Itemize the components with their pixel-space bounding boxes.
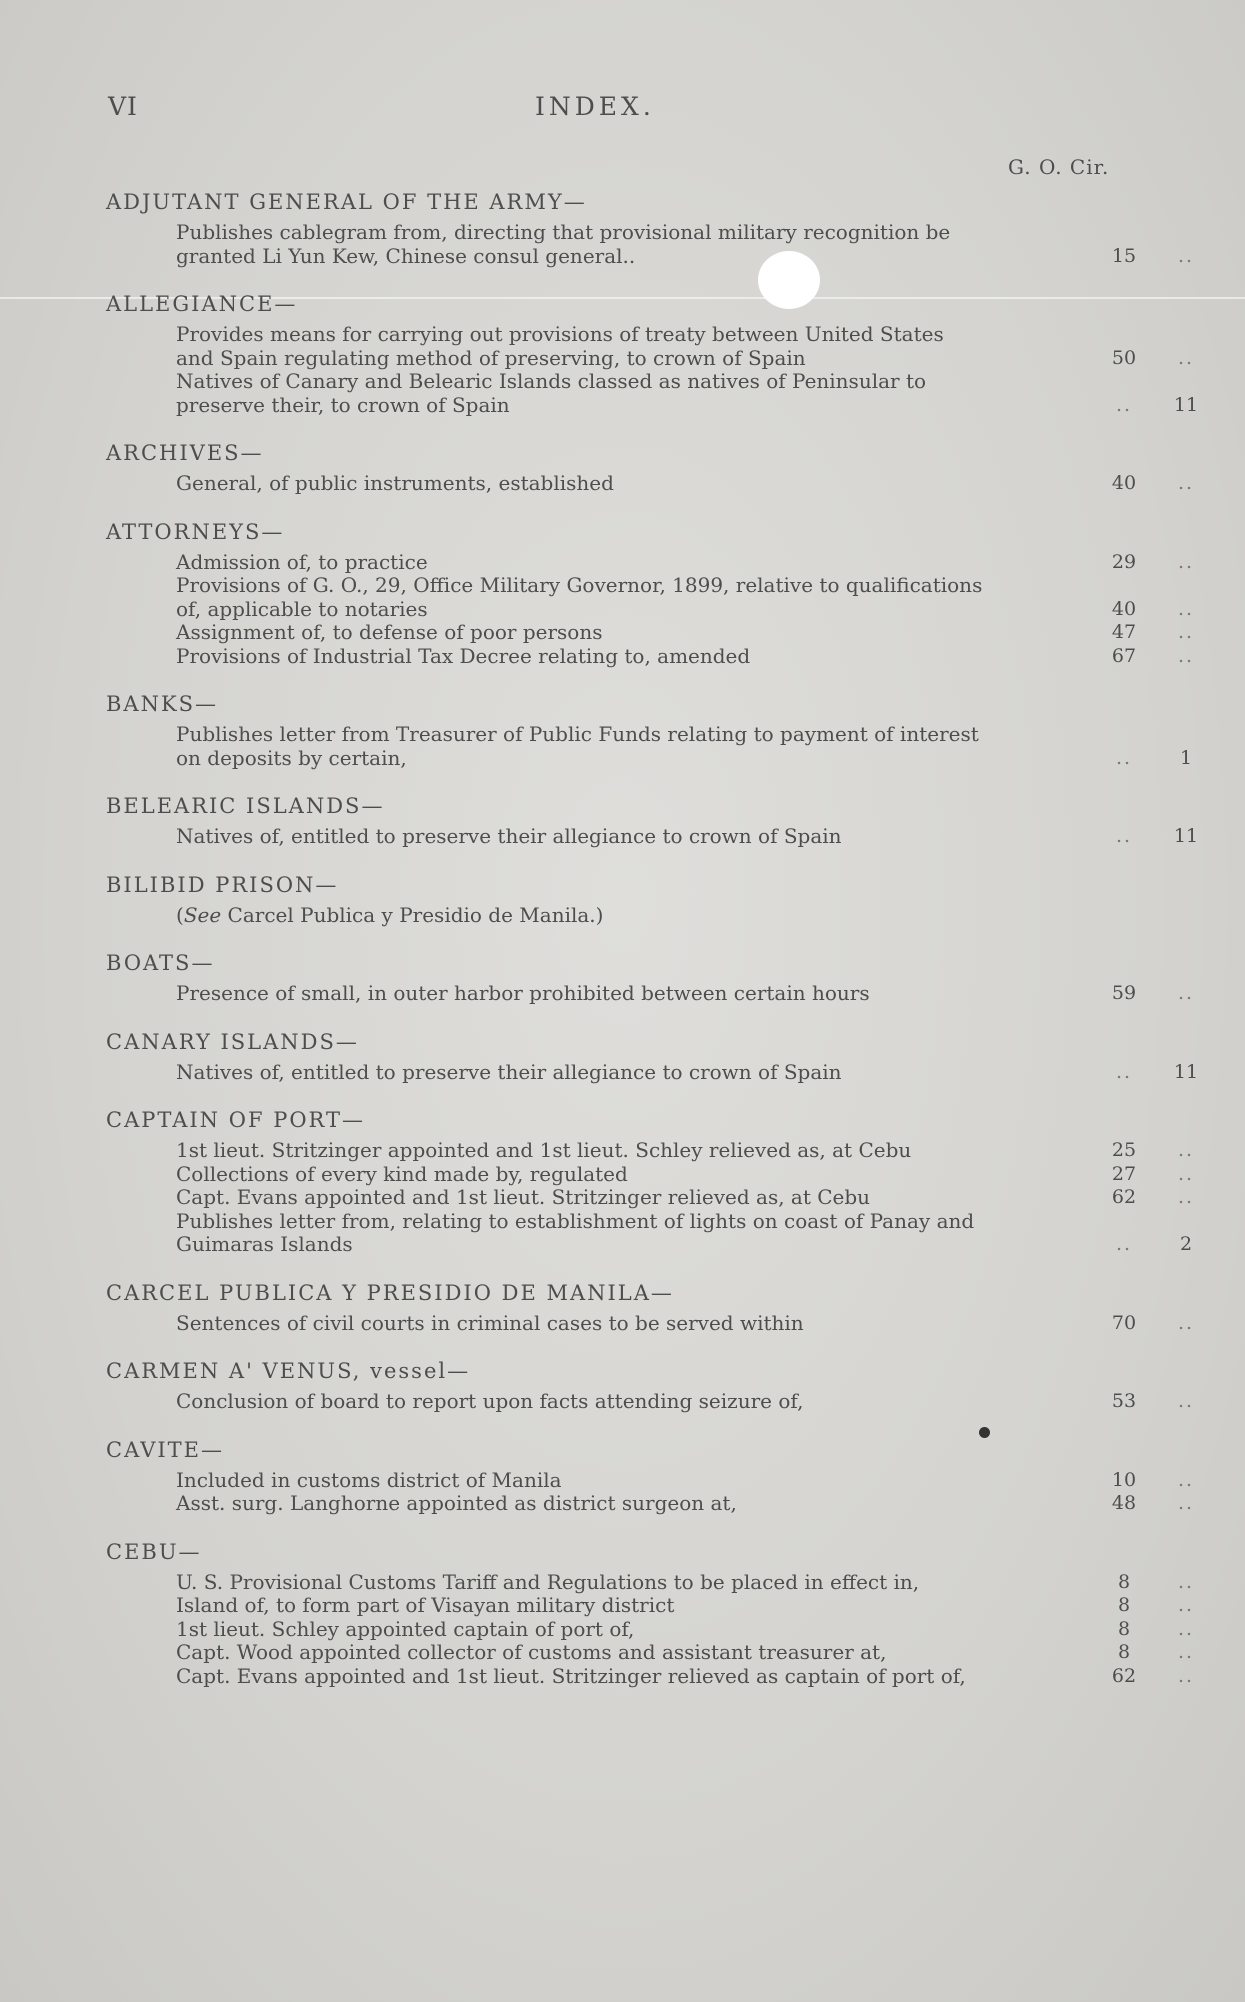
index-entry <box>176 620 1195 645</box>
circular-number: .. <box>1177 1390 1195 1412</box>
entry-text: Publishes letter from Treasurer of Public Funds relating to payment of interest on deposits by certain, <box>176 722 979 770</box>
general-order-number: 25 <box>1111 1139 1137 1161</box>
circular-number: .. <box>1177 1664 1195 1687</box>
index-section <box>106 871 1141 928</box>
entry-text: Publishes cablegram from, directing that provisional military recognition be granted Li Yun Kew, Chinese consul general.. <box>176 220 951 268</box>
page-title: INDEX. <box>535 92 655 121</box>
index-entry <box>176 1640 1195 1665</box>
entry-text: Publishes letter from, relating to establishment of lights on coast of Panay and Guimaras Islands <box>176 1208 975 1256</box>
index-entry <box>176 1593 1195 1618</box>
circular-number: .. <box>1177 1162 1195 1185</box>
entry-text: Provisions of G. O., 29, Office Military Governor, 1899, relative to qualifications of, applicable to notaries <box>176 573 983 621</box>
entry-text: 1st lieut. Stritzinger appointed and 1st lieut. Schley relieved as, at Cebu <box>176 1138 912 1162</box>
index-entry <box>176 1208 1193 1257</box>
section-heading: CARCEL PUBLICA Y PRESIDIO DE MANILA— <box>106 1280 674 1305</box>
general-order-number: 59 <box>1111 982 1137 1004</box>
entry-text: Assignment of, to defense of poor persons <box>176 620 603 644</box>
index-section <box>106 1538 1195 1689</box>
circular-number: .. <box>1177 1186 1195 1208</box>
general-order-number: .. <box>1115 393 1133 416</box>
entry-text: Island of, to form part of Visayan military district <box>176 1593 675 1617</box>
general-order-number: 8 <box>1117 1570 1131 1593</box>
index-entry <box>176 322 1195 370</box>
general-order-number: 10 <box>1111 1468 1137 1491</box>
circular-number: .. <box>1177 346 1195 369</box>
circular-number: .. <box>1177 472 1195 494</box>
circular-number: 11 <box>1173 1060 1199 1083</box>
page-header <box>0 92 1245 132</box>
entry-text: Presence of small, in outer harbor prohibited between certain hours <box>176 981 870 1005</box>
index-section <box>106 1436 1195 1516</box>
entry-text: Conclusion of board to report upon facts attending seizure of, <box>176 1389 804 1413</box>
circular-number: .. <box>1177 1492 1195 1514</box>
entry-text: Admission of, to practice <box>176 549 428 574</box>
entry-text: Natives of, entitled to preserve their allegiance to crown of Spain <box>176 1059 842 1084</box>
circular-number: .. <box>1177 1311 1195 1334</box>
index-entry <box>176 1185 1195 1210</box>
general-order-number: 27 <box>1111 1162 1137 1185</box>
entry-text: (See Carcel Publica y Presidio de Manila.) <box>176 902 604 927</box>
index-section <box>106 1279 1195 1336</box>
entry-text: Asst. surg. Langhorne appointed as district surgeon at, <box>176 1491 737 1515</box>
index-section <box>106 439 1195 496</box>
section-heading: BANKS— <box>106 692 219 716</box>
index-list <box>106 188 1199 1688</box>
index-entry <box>176 1059 1199 1085</box>
entry-text: Included in customs district of Manila <box>176 1467 562 1492</box>
circular-number: .. <box>1177 621 1195 643</box>
general-order-number: 40 <box>1111 472 1137 494</box>
index-entry <box>176 1389 1195 1414</box>
circular-number: .. <box>1177 1641 1195 1663</box>
index-entry <box>176 573 1195 621</box>
general-order-number: 29 <box>1111 550 1137 573</box>
circular-number: 11 <box>1173 393 1199 416</box>
general-order-number: 15 <box>1111 244 1137 267</box>
index-entry <box>176 369 1199 417</box>
general-order-number: 47 <box>1111 621 1137 643</box>
circular-number: 2 <box>1179 1233 1193 1255</box>
page-number: VI <box>108 92 138 121</box>
circular-number: .. <box>1177 1139 1195 1161</box>
entry-text: Capt. Evans appointed and 1st lieut. Stritzinger relieved as captain of port of, <box>176 1663 966 1688</box>
index-entry <box>176 904 1093 928</box>
index-section <box>106 690 1193 770</box>
circular-number: .. <box>1177 1617 1195 1640</box>
section-heading: CEBU— <box>106 1539 202 1564</box>
entry-text: Natives of, entitled to preserve their allegiance to crown of Spain <box>176 824 842 848</box>
circular-number: .. <box>1177 597 1195 620</box>
general-order-number: .. <box>1115 1060 1133 1083</box>
general-order-number: 53 <box>1111 1390 1137 1412</box>
section-heading: BOATS— <box>106 951 215 975</box>
index-section <box>106 1106 1195 1257</box>
section-heading: ATTORNEYS— <box>106 519 285 544</box>
section-heading: ADJUTANT GENERAL OF THE ARMY— <box>106 190 587 214</box>
column-header: G. O. Cir. <box>1008 155 1110 179</box>
general-order-number: 40 <box>1111 597 1137 620</box>
see-target: Carcel Publica y Presidio de Manila.) <box>227 902 604 927</box>
index-entry <box>176 1491 1195 1516</box>
index-entry <box>176 471 1195 496</box>
general-order-number: 62 <box>1111 1664 1137 1687</box>
circular-number: .. <box>1177 982 1195 1004</box>
entry-text: Provisions of Industrial Tax Decree relating to, amended <box>176 643 751 668</box>
entry-text: Collections of every kind made by, regulated <box>176 1161 628 1186</box>
circular-number: .. <box>1177 1594 1195 1616</box>
index-section <box>106 518 1195 669</box>
see-reference: See <box>183 902 222 927</box>
circular-number: 11 <box>1173 825 1199 847</box>
circular-number: .. <box>1177 644 1195 667</box>
index-entry <box>176 1467 1195 1493</box>
entry-text: Provides means for carrying out provisions of treaty between United States and Spain regulating method of preserving, to crown of Spain <box>176 322 944 370</box>
general-order-number: .. <box>1115 825 1133 847</box>
index-entry <box>176 643 1195 669</box>
general-order-number: 50 <box>1111 346 1137 369</box>
circular-number: .. <box>1177 550 1195 573</box>
index-entry <box>176 722 1193 770</box>
entry-text: Capt. Wood appointed collector of customs and assistant treasurer at, <box>176 1640 887 1664</box>
index-entry <box>176 220 1195 268</box>
general-order-number: .. <box>1115 746 1133 769</box>
entry-text: U. S. Provisional Customs Tariff and Regulations to be placed in effect in, <box>176 1569 920 1594</box>
entry-text: Natives of Canary and Belearic Islands classed as natives of Peninsular to preserve their, to crown of Spain <box>176 369 927 417</box>
general-order-number: 62 <box>1111 1186 1137 1208</box>
index-entry <box>176 824 1199 849</box>
index-section <box>106 290 1199 417</box>
index-entry <box>176 1569 1195 1595</box>
section-heading: CANARY ISLANDS— <box>106 1029 359 1054</box>
section-heading: BELEARIC ISLANDS— <box>106 794 385 818</box>
general-order-number: 70 <box>1111 1311 1137 1334</box>
index-entry <box>176 1663 1195 1689</box>
general-order-number: 8 <box>1117 1617 1131 1640</box>
section-heading: BILIBID PRISON— <box>106 872 339 897</box>
entry-text: Capt. Evans appointed and 1st lieut. Stritzinger relieved as, at Cebu <box>176 1185 871 1209</box>
section-heading: CAPTAIN OF PORT— <box>106 1108 365 1132</box>
index-section <box>106 188 1195 268</box>
index-entry <box>176 981 1195 1006</box>
section-heading: ARCHIVES— <box>106 441 264 465</box>
index-section <box>106 1357 1195 1414</box>
general-order-number: 8 <box>1117 1641 1131 1663</box>
entry-text: General, of public instruments, established <box>176 471 614 495</box>
circular-number: 1 <box>1179 746 1193 769</box>
index-section <box>106 1028 1199 1085</box>
entry-text: Sentences of civil courts in criminal cases to be served within <box>176 1310 804 1335</box>
index-section <box>106 949 1195 1006</box>
general-order-number: 67 <box>1111 644 1137 667</box>
index-entry <box>176 1310 1195 1336</box>
index-section <box>106 792 1199 849</box>
index-entry <box>176 1161 1195 1187</box>
general-order-number: .. <box>1115 1233 1133 1255</box>
entry-text: 1st lieut. Schley appointed captain of port of, <box>176 1616 635 1641</box>
circular-number: .. <box>1177 244 1195 267</box>
circular-number: .. <box>1177 1468 1195 1491</box>
index-entry <box>176 1138 1195 1163</box>
section-heading: CARMEN A' VENUS, vessel— <box>106 1359 471 1383</box>
general-order-number: 8 <box>1117 1594 1131 1616</box>
section-heading: ALLEGIANCE— <box>106 292 298 316</box>
index-entry <box>176 1616 1195 1642</box>
circular-number: .. <box>1177 1570 1195 1593</box>
index-entry <box>176 549 1195 575</box>
general-order-number: 48 <box>1111 1492 1137 1514</box>
section-heading: CAVITE— <box>106 1437 224 1462</box>
